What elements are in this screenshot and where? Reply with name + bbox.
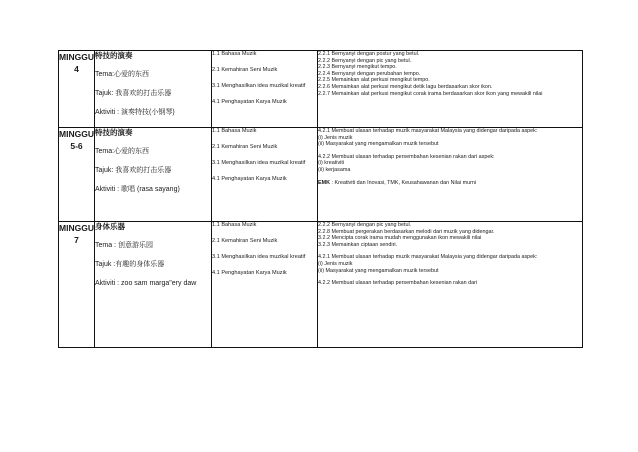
standard-item: 2.1 Kemahiran Seni Muzik (212, 144, 278, 150)
standard-item: 2.1 Kemahiran Seni Muzik (212, 67, 278, 73)
standard-item: 1.1 Bahasa Muzik (212, 128, 257, 134)
topic-title: 特技的演奏 (95, 51, 133, 60)
objective-item: 2.2.7 Memainkan alat perkusi mengikut corak irama berdasarkan skor ikon yang mewakili nilai (318, 90, 543, 97)
tajuk-text: Tajuk: 我喜欢的打击乐器 (95, 90, 172, 97)
objective-item: 2.2.4 Bernyanyi dengan perubahan tempo. (318, 70, 421, 77)
week-label: MINGGU (59, 52, 94, 62)
standard-item: 2.1 Kemahiran Seni Muzik (212, 238, 278, 244)
objective-item: 2.2.2 Bernyanyi dengan pic yang betul. (318, 222, 412, 228)
standards-cell (212, 51, 318, 128)
standard-item: 3.1 Menghasilkan idea muzikal kreatif (212, 160, 306, 166)
objective-item: (i) kreativiti (318, 160, 345, 167)
objectives-cell (318, 222, 583, 348)
standard-item: 4.1 Penghayatan Karya Muzik (212, 270, 287, 276)
objective-item: 4.2.1 Membuat ulasan terhadap muzik masyarakat Malaysia yang didengar daripada aspek: (318, 128, 538, 134)
tajuk-text: Tajuk :有趣的身体乐器 (95, 261, 165, 268)
standard-item: 4.1 Penghayatan Karya Muzik (212, 99, 287, 105)
standards-cell (212, 222, 318, 348)
emk-line (318, 180, 582, 187)
tema-text: Tema:心爱的东西 (95, 71, 150, 78)
week-number: 7 (74, 235, 79, 245)
emk-text: : Kreativiti dan Inovasi, TMK, Keusahawanan dan Nilai murni (331, 179, 477, 186)
week-label: MINGGU (59, 129, 94, 139)
topic-cell (95, 128, 212, 222)
week-number: 4 (74, 64, 79, 74)
objective-item: (ii) Masyarakat yang mengamalkan muzik tersebut (318, 267, 439, 274)
objective-item: 2.2.1 Bernyanyi dengan postur yang betul. (318, 51, 420, 57)
topic-title: 身体乐器 (95, 222, 125, 231)
week-cell (59, 51, 95, 128)
objective-item: 2.2.8 Membuat pergerakan berdasarkan melodi dari muzik yang didengar. (318, 228, 495, 235)
standard-item: 3.1 Menghasilkan idea muzikal kreatif (212, 83, 306, 89)
week-cell (59, 128, 95, 222)
tajuk-text: Tajuk: 我喜欢的打击乐器 (95, 167, 172, 174)
standard-item: 1.1 Bahasa Muzik (212, 51, 257, 57)
objective-item: 3.2.3 Memainkan ciptaan sendiri. (318, 241, 398, 248)
aktiviti-text: Aktiviti : 演奏特技(小钢琴) (95, 109, 175, 116)
standard-item: 1.1 Bahasa Muzik (212, 222, 257, 228)
objective-item: 2.2.5 Memainkan alat perkusi mengikut tempo. (318, 77, 430, 84)
topic-cell (95, 222, 212, 348)
tema-text: Tema:心爱的东西 (95, 148, 150, 155)
objective-item: (i) Jenis muzik (318, 134, 353, 141)
topic-title: 特技的演奏 (95, 128, 133, 137)
objectives-cell (318, 51, 583, 128)
objective-item: (ii) Masyarakat yang mengamalkan muzik tersebut (318, 141, 439, 148)
objective-item: 2.2.3 Bernyanyi mengikut tempo. (318, 64, 397, 71)
tema-text: Tema : 创意游乐园 (95, 242, 153, 249)
objective-item: 4.2.2 Membuat ulasan terhadap persembahan kesenian rakan dari (318, 280, 478, 287)
objectives-cell (318, 128, 583, 222)
objective-item: 4.2.2 Membuat ulasan terhadap persembahan kesenian rakan dari aspek: (318, 153, 495, 160)
objective-item: (ii) kerjasama (318, 166, 351, 173)
aktiviti-text: Aktiviti : zoo sam marga"ery daw (95, 280, 197, 287)
objective-item: 2.2.2 Bernyanyi dengan pic yang betul. (318, 57, 412, 64)
objective-item: 4.2.1 Membuat ulasan terhadap muzik masyarakat Malaysia yang didengar daripada aspek: (318, 254, 538, 261)
week-cell (59, 222, 95, 348)
standard-item: 3.1 Menghasilkan idea muzikal kreatif (212, 254, 306, 260)
week-label: MINGGU (59, 223, 94, 233)
table-row (59, 51, 583, 128)
lesson-plan-table (58, 50, 583, 348)
topic-cell (95, 51, 212, 128)
standards-cell (212, 128, 318, 222)
week-number: 5-6 (70, 141, 83, 151)
table-row (59, 128, 583, 222)
objective-item: (i) Jenis muzik (318, 260, 353, 267)
emk-label: EMK (318, 179, 330, 186)
aktiviti-text: Aktiviti : 歌唱 (rasa sayang) (95, 186, 180, 193)
standard-item: 4.1 Penghayatan Karya Muzik (212, 176, 287, 182)
table-row (59, 222, 583, 348)
objective-item: 3.2.2 Mencipta corak irama mudah menggunakan ikon mewakili nilai (318, 235, 482, 242)
objective-item: 2.2.6 Memainkan alat perkusi mengikut detik lagu berdasarkan skor ikon. (318, 83, 493, 90)
